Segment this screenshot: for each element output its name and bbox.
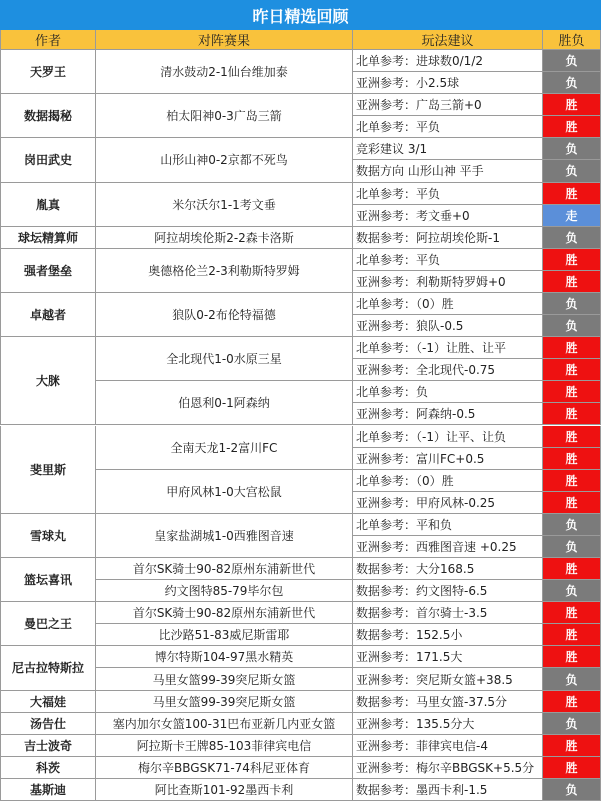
tip-cell: 北单参考：进球数0/1/2 [353, 50, 543, 72]
author-cell: 大脒 [0, 337, 96, 425]
tip-cell: 北单参考：（-1）让胜、让平 [353, 337, 543, 359]
author-cell: 天罗王 [0, 50, 96, 94]
author-cell: 汤告仕 [0, 713, 96, 735]
match-cell: 首尔SK骑士90-82原州东浦新世代 [96, 558, 353, 580]
result-badge: 胜 [543, 646, 601, 668]
result-badge: 胜 [543, 558, 601, 580]
tip-cell: 数据参考：大分168.5 [353, 558, 543, 580]
match-cell: 伯恩利0-1阿森纳 [96, 381, 353, 425]
tip-cell: 北单参考：（0）胜 [353, 470, 543, 492]
match-cell: 阿拉斯卡王牌85-103菲律宾电信 [96, 735, 353, 757]
tip-cell: 亚洲参考：突尼斯女篮+38.5 [353, 668, 543, 690]
author-cell: 尼古拉特斯拉 [0, 646, 96, 690]
match-cell: 米尔沃尔1-1考文垂 [96, 183, 353, 227]
result-badge: 胜 [543, 359, 601, 381]
tip-cell: 北单参考：平和负 [353, 514, 543, 536]
result-badge: 负 [543, 293, 601, 315]
match-cell: 比沙路51-83威尼斯雷耶 [96, 624, 353, 646]
result-badge: 负 [543, 72, 601, 94]
header-result: 胜负 [543, 30, 601, 50]
tip-cell: 亚洲参考：171.5大 [353, 646, 543, 668]
result-badge: 负 [543, 50, 601, 72]
result-badge: 负 [543, 227, 601, 249]
result-badge: 负 [543, 779, 601, 801]
match-cell: 全南天龙1-2富川FC [96, 426, 353, 470]
result-badge: 负 [543, 580, 601, 602]
tip-cell: 亚洲参考：全北现代-0.75 [353, 359, 543, 381]
tip-cell: 亚洲参考：广岛三箭+0 [353, 94, 543, 116]
match-cell: 山形山神0-2京都不死鸟 [96, 138, 353, 182]
tip-cell: 数据参考：首尔骑士-3.5 [353, 602, 543, 624]
page-title: 昨日精选回顾 [0, 0, 601, 30]
match-cell: 阿比查斯101-92墨西卡利 [96, 779, 353, 801]
match-cell: 首尔SK骑士90-82原州东浦新世代 [96, 602, 353, 624]
author-cell: 基斯迪 [0, 779, 96, 801]
tip-cell: 亚洲参考：考文垂+0 [353, 205, 543, 227]
result-badge: 胜 [543, 691, 601, 713]
author-cell: 曼巴之王 [0, 602, 96, 646]
result-badge: 胜 [543, 492, 601, 514]
tip-cell: 亚洲参考：富川FC+0.5 [353, 448, 543, 470]
author-cell: 卓越者 [0, 293, 96, 337]
tip-cell: 北单参考：负 [353, 381, 543, 403]
tip-cell: 北单参考：（0）胜 [353, 293, 543, 315]
match-cell: 甲府风林1-0大宫松鼠 [96, 470, 353, 514]
header-author: 作者 [0, 30, 96, 50]
result-badge: 胜 [543, 757, 601, 779]
match-cell: 全北现代1-0水原三星 [96, 337, 353, 381]
author-cell: 数据揭秘 [0, 94, 96, 138]
result-badge: 胜 [543, 337, 601, 359]
tip-cell: 亚洲参考：利勒斯特罗姆+0 [353, 271, 543, 293]
result-badge: 胜 [543, 94, 601, 116]
header-match: 对阵赛果 [96, 30, 353, 50]
result-badge: 胜 [543, 403, 601, 425]
match-cell: 马里女篮99-39突尼斯女篮 [96, 668, 353, 690]
tip-cell: 北单参考：平负 [353, 183, 543, 205]
author-cell: 吉士波奇 [0, 735, 96, 757]
result-badge: 负 [543, 514, 601, 536]
author-cell: 斐里斯 [0, 426, 96, 514]
result-badge: 负 [543, 138, 601, 160]
result-badge: 胜 [543, 249, 601, 271]
tip-cell: 北单参考：（-1）让平、让负 [353, 426, 543, 448]
result-badge: 胜 [543, 381, 601, 403]
match-cell: 皇家盐湖城1-0西雅图音速 [96, 514, 353, 558]
match-cell: 清水鼓动2-1仙台维加泰 [96, 50, 353, 94]
match-cell: 约文图特85-79毕尔包 [96, 580, 353, 602]
tip-cell: 数据参考：墨西卡利-1.5 [353, 779, 543, 801]
match-cell: 马里女篮99-39突尼斯女篮 [96, 691, 353, 713]
tip-cell: 亚洲参考：135.5分大 [353, 713, 543, 735]
match-cell: 狼队0-2布伦特福德 [96, 293, 353, 337]
tip-cell: 北单参考：平负 [353, 249, 543, 271]
result-badge: 胜 [543, 116, 601, 138]
tip-cell: 亚洲参考：甲府风林-0.25 [353, 492, 543, 514]
result-badge: 负 [543, 668, 601, 690]
tip-cell: 数据参考：152.5小 [353, 624, 543, 646]
result-badge: 胜 [543, 624, 601, 646]
tip-cell: 数据方向 山形山神 平手 [353, 160, 543, 182]
author-cell: 篮坛喜讯 [0, 558, 96, 602]
match-cell: 柏太阳神0-3广岛三箭 [96, 94, 353, 138]
header-tip: 玩法建议 [353, 30, 543, 50]
match-cell: 阿拉胡埃伦斯2-2森卡洛斯 [96, 227, 353, 249]
result-badge: 胜 [543, 602, 601, 624]
tip-cell: 北单参考：平负 [353, 116, 543, 138]
result-badge: 胜 [543, 426, 601, 448]
result-badge: 胜 [543, 735, 601, 757]
author-cell: 胤真 [0, 183, 96, 227]
result-badge: 胜 [543, 183, 601, 205]
result-badge: 负 [543, 713, 601, 735]
tip-cell: 亚洲参考：小2.5球 [353, 72, 543, 94]
results-table [0, 30, 601, 801]
tip-cell: 竞彩建议 3/1 [353, 138, 543, 160]
result-badge: 负 [543, 160, 601, 182]
tip-cell: 亚洲参考：梅尔辛BBGSK+5.5分 [353, 757, 543, 779]
tip-cell: 数据参考：阿拉胡埃伦斯-1 [353, 227, 543, 249]
author-cell: 球坛精算师 [0, 227, 96, 249]
result-badge: 胜 [543, 448, 601, 470]
match-cell: 梅尔辛BBGSK71-74科尼亚体育 [96, 757, 353, 779]
tip-cell: 数据参考：马里女篮-37.5分 [353, 691, 543, 713]
tip-cell: 数据参考：约文图特-6.5 [353, 580, 543, 602]
result-badge: 胜 [543, 271, 601, 293]
result-badge: 负 [543, 315, 601, 337]
author-cell: 岗田武史 [0, 138, 96, 182]
match-cell: 塞内加尔女篮100-31巴布亚新几内亚女篮 [96, 713, 353, 735]
match-cell: 奥德格伦兰2-3利勒斯特罗姆 [96, 249, 353, 293]
author-cell: 雪球丸 [0, 514, 96, 558]
result-badge: 胜 [543, 470, 601, 492]
author-cell: 强者堡垒 [0, 249, 96, 293]
tip-cell: 亚洲参考：狼队-0.5 [353, 315, 543, 337]
tip-cell: 亚洲参考：阿森纳-0.5 [353, 403, 543, 425]
result-badge: 走 [543, 205, 601, 227]
result-badge: 负 [543, 536, 601, 558]
tip-cell: 亚洲参考：菲律宾电信-4 [353, 735, 543, 757]
match-cell: 博尔特斯104-97黑水精英 [96, 646, 353, 668]
author-cell: 大福娃 [0, 691, 96, 713]
author-cell: 科茨 [0, 757, 96, 779]
tip-cell: 亚洲参考：西雅图音速 +0.25 [353, 536, 543, 558]
